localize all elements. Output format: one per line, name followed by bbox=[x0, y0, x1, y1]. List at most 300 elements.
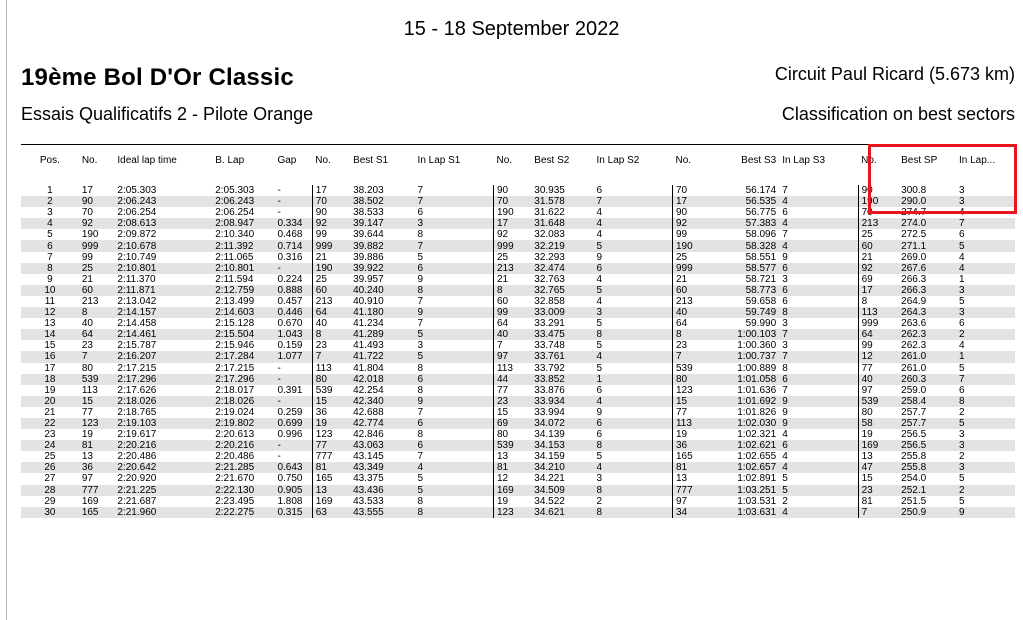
table-cell: 9 bbox=[779, 396, 858, 407]
table-cell: 2:10.801 bbox=[114, 263, 212, 274]
table-cell: 15 bbox=[493, 407, 531, 418]
table-cell: 0.905 bbox=[274, 485, 312, 496]
table-cell: 2:06.243 bbox=[212, 196, 274, 207]
table-cell: 7 bbox=[415, 196, 494, 207]
table-cell: 2:08.613 bbox=[114, 218, 212, 229]
table-cell: 13 bbox=[44, 318, 56, 330]
table-cell: 5 bbox=[958, 362, 965, 374]
table-cell: 59.658 bbox=[745, 295, 777, 307]
table-cell: 81 bbox=[493, 462, 531, 473]
table-cell: 4 bbox=[594, 218, 673, 229]
table-cell: 256.5 bbox=[901, 429, 927, 441]
table-cell: 7 bbox=[779, 329, 858, 340]
table-cell: 32.474 bbox=[531, 263, 593, 274]
table-cell: 4 bbox=[782, 429, 788, 441]
table-cell: 123 bbox=[672, 385, 710, 396]
table-cell: 41.234 bbox=[353, 318, 384, 330]
table-cell: 5 bbox=[956, 240, 1015, 251]
table-cell: 33.852 bbox=[531, 374, 593, 385]
table-cell: 81 bbox=[858, 496, 898, 507]
table-cell: 97 bbox=[81, 473, 93, 485]
table-cell: 41.804 bbox=[353, 362, 384, 374]
table-cell: 261.0 bbox=[898, 351, 956, 362]
table-cell: 34.221 bbox=[534, 473, 565, 485]
table-row bbox=[21, 351, 1015, 362]
table-cell: 38.502 bbox=[350, 196, 414, 207]
table-cell: 2:15.787 bbox=[117, 340, 157, 352]
table-cell: 9 bbox=[47, 273, 53, 285]
table-row bbox=[21, 462, 1015, 473]
table-cell: 2:22.275 bbox=[212, 507, 274, 518]
table-cell: 40.240 bbox=[350, 285, 414, 296]
table-cell: 58.773 bbox=[710, 285, 779, 296]
table-cell: 38.533 bbox=[353, 207, 384, 219]
column-header: Ideal lap time bbox=[117, 154, 177, 166]
table-cell: 1:03.631 bbox=[710, 507, 779, 518]
table-row bbox=[21, 296, 1015, 307]
table-cell: 31.578 bbox=[531, 196, 593, 207]
table-cell: 41.180 bbox=[350, 307, 414, 318]
table-cell: 34 bbox=[672, 507, 710, 518]
table-cell: 290.0 bbox=[898, 196, 956, 207]
table-cell: 0.259 bbox=[277, 406, 303, 418]
table-cell: 2:20.486 bbox=[215, 451, 255, 463]
table-cell: 6 bbox=[21, 240, 79, 251]
table-cell: 81 bbox=[312, 462, 350, 473]
table-cell: 70 bbox=[672, 185, 710, 196]
table-cell: 1:00.737 bbox=[710, 351, 779, 362]
table-cell: 58 bbox=[858, 418, 898, 429]
session-title: Essais Qualificatifs 2 - Pilote Orange bbox=[21, 104, 314, 124]
table-cell: 999 bbox=[672, 263, 710, 274]
table-cell: 213 bbox=[493, 263, 531, 274]
table-cell: 41.493 bbox=[353, 340, 384, 352]
table-cell: 123 bbox=[493, 507, 531, 518]
event-dates: 15 - 18 September 2022 bbox=[403, 18, 620, 40]
table-cell: 92 bbox=[493, 229, 531, 240]
table-cell: 4 bbox=[779, 462, 858, 473]
table-cell: 169 bbox=[312, 496, 350, 507]
table-cell: 5 bbox=[958, 473, 965, 485]
table-cell: 190 bbox=[672, 240, 710, 251]
table-cell: 8 bbox=[21, 263, 79, 274]
table-cell: 2:06.243 bbox=[114, 196, 212, 207]
table-cell: 113 bbox=[81, 384, 98, 396]
table-cell: 34.621 bbox=[531, 507, 593, 518]
table-cell: 32.293 bbox=[534, 251, 565, 263]
table-cell: 8 bbox=[594, 485, 673, 496]
table-cell: 257.7 bbox=[898, 418, 956, 429]
table-cell: 21 bbox=[672, 274, 710, 285]
classification-table bbox=[21, 149, 1015, 518]
table-cell: 8 bbox=[956, 396, 1015, 407]
table-cell: 262.3 bbox=[898, 329, 956, 340]
table-cell: - bbox=[274, 396, 312, 407]
table-cell: 34.072 bbox=[531, 418, 593, 429]
table-cell: 113 bbox=[493, 363, 531, 374]
table-cell: 18 bbox=[21, 374, 79, 385]
table-cell: 1:01.636 bbox=[737, 384, 777, 396]
table-cell: 2:10.678 bbox=[114, 240, 212, 251]
table-cell: 1:02.321 bbox=[737, 429, 777, 441]
table-cell: 8 bbox=[594, 507, 673, 518]
table-cell: - bbox=[274, 374, 312, 385]
table-cell: 2:20.216 bbox=[114, 440, 212, 451]
table-cell: 8 bbox=[417, 229, 424, 241]
column-header: Pos. bbox=[39, 154, 60, 166]
table-row bbox=[21, 196, 1015, 207]
table-cell: 2:21.687 bbox=[117, 495, 157, 507]
table-cell: 13 bbox=[312, 485, 350, 496]
column-header: In Lap S1 bbox=[417, 154, 461, 166]
table-cell: 6 bbox=[594, 418, 673, 429]
table-row bbox=[21, 429, 1015, 440]
table-cell: 9 bbox=[415, 396, 494, 407]
column-header: Gap bbox=[277, 154, 297, 166]
table-cell: 6 bbox=[594, 263, 673, 274]
table-cell: 3 bbox=[958, 429, 965, 441]
table-cell: 2:21.225 bbox=[114, 485, 212, 496]
table-cell: 4 bbox=[779, 240, 858, 251]
table-cell: 14 bbox=[21, 329, 79, 340]
table-row bbox=[21, 407, 1015, 418]
table-cell: 2:20.216 bbox=[212, 440, 274, 451]
table-cell: 269.0 bbox=[901, 251, 927, 263]
table-cell: 999 bbox=[858, 318, 898, 329]
table-cell: 42.254 bbox=[353, 384, 384, 396]
table-cell: 5 bbox=[47, 229, 53, 241]
table-cell: 4 bbox=[594, 396, 673, 407]
table-cell: 1.077 bbox=[274, 351, 312, 362]
table-row bbox=[21, 252, 1015, 263]
column-header: Best SP bbox=[901, 154, 938, 166]
table-cell: 77 bbox=[81, 406, 93, 418]
table-cell: 2:06.254 bbox=[215, 207, 255, 219]
table-cell: 64 bbox=[672, 318, 710, 329]
table-cell: 31.648 bbox=[531, 218, 593, 229]
table-cell: 2 bbox=[21, 196, 79, 207]
table-cell: 6 bbox=[415, 263, 494, 274]
table-cell: 777 bbox=[672, 485, 710, 496]
table-cell: 8 bbox=[79, 307, 115, 318]
table-cell: 99 bbox=[672, 229, 710, 240]
table-cell: 190 bbox=[81, 229, 99, 241]
table-cell: 3 bbox=[956, 285, 1015, 296]
table-cell: 5 bbox=[417, 251, 424, 263]
table-cell: 7 bbox=[782, 185, 788, 197]
column-header: Best S1 bbox=[353, 154, 389, 166]
table-cell: 92 bbox=[312, 218, 350, 229]
table-cell: 3 bbox=[956, 462, 1015, 473]
table-cell: 81 bbox=[672, 462, 710, 473]
table-cell: 1 bbox=[956, 351, 1015, 362]
table-cell: 6 bbox=[782, 207, 788, 219]
table-cell: 3 bbox=[417, 340, 424, 352]
table-cell: 43.145 bbox=[353, 451, 384, 463]
table-cell: 39.922 bbox=[350, 263, 414, 274]
table-cell: 43.533 bbox=[353, 495, 384, 507]
table-cell: 0.315 bbox=[274, 507, 312, 518]
table-cell: 7 bbox=[594, 196, 673, 207]
table-cell: 10 bbox=[21, 285, 79, 296]
table-cell: 5 bbox=[779, 485, 858, 496]
table-cell: 99 bbox=[81, 251, 93, 263]
table-cell: 23 bbox=[672, 340, 710, 351]
table-cell: 15 bbox=[79, 396, 115, 407]
table-cell: 0.670 bbox=[277, 318, 303, 330]
table-cell: 32.219 bbox=[531, 240, 593, 251]
table-cell: 41.722 bbox=[350, 351, 414, 362]
table-cell: - bbox=[274, 196, 312, 207]
table-cell: 29 bbox=[44, 495, 56, 507]
table-cell: 257.7 bbox=[901, 406, 927, 418]
table-cell: 42.340 bbox=[350, 396, 414, 407]
table-cell: 3 bbox=[594, 307, 673, 318]
table-cell: 250.9 bbox=[898, 507, 956, 518]
table-cell: 16 bbox=[21, 351, 79, 362]
table-cell: 213 bbox=[858, 218, 898, 229]
table-row bbox=[21, 263, 1015, 274]
table-cell: 2:14.458 bbox=[117, 318, 157, 330]
table-cell: 7 bbox=[312, 351, 350, 362]
table-cell: 36 bbox=[79, 462, 115, 473]
table-cell: 4 bbox=[596, 273, 603, 285]
table-cell: 92 bbox=[672, 218, 710, 229]
table-cell: 999 bbox=[79, 240, 115, 251]
table-cell: 5 bbox=[415, 351, 494, 362]
table-cell: 1:03.251 bbox=[710, 485, 779, 496]
table-cell: 21 bbox=[858, 252, 898, 263]
table-cell: 5 bbox=[417, 473, 424, 485]
table-cell: 7 bbox=[956, 374, 1015, 385]
table-cell: 39.644 bbox=[353, 229, 384, 241]
table-cell: 43.063 bbox=[350, 440, 414, 451]
table-cell: 8 bbox=[417, 362, 424, 374]
table-cell: 8 bbox=[594, 440, 673, 451]
table-cell: 15 bbox=[44, 340, 56, 352]
table-cell: 80 bbox=[312, 374, 350, 385]
table-cell: 80 bbox=[493, 429, 531, 440]
table-cell: 5 bbox=[958, 495, 965, 507]
table-cell: 777 bbox=[312, 451, 350, 462]
table-cell: 40 bbox=[858, 374, 898, 385]
table-cell: 40 bbox=[672, 307, 710, 318]
table-cell: 190 bbox=[493, 207, 531, 218]
table-cell: 271.1 bbox=[898, 240, 956, 251]
table-cell: 33.748 bbox=[534, 340, 565, 352]
table-cell: 999 bbox=[493, 240, 531, 251]
table-row bbox=[21, 473, 1015, 484]
table-cell: 4 bbox=[779, 507, 858, 518]
table-cell: 1.808 bbox=[277, 495, 303, 507]
table-cell: 19 bbox=[672, 429, 710, 440]
table-cell: 12 bbox=[493, 473, 531, 484]
table-cell: 44 bbox=[493, 374, 531, 385]
table-cell: 80 bbox=[81, 362, 93, 374]
table-cell: 28 bbox=[21, 485, 79, 496]
table-cell: 3 bbox=[782, 340, 788, 352]
table-cell: 5 bbox=[594, 240, 673, 251]
table-cell: 539 bbox=[858, 396, 898, 407]
table-cell: 4 bbox=[596, 207, 603, 219]
table-cell: 33.934 bbox=[531, 396, 593, 407]
table-cell: 25 bbox=[312, 274, 350, 285]
table-cell: 7 bbox=[417, 451, 424, 463]
table-cell: 4 bbox=[779, 218, 858, 229]
table-cell: 42.688 bbox=[353, 406, 384, 418]
table-cell: 23 bbox=[44, 429, 56, 441]
table-cell: 4 bbox=[958, 340, 965, 352]
table-cell: 2:17.215 bbox=[117, 362, 157, 374]
table-cell: 169 bbox=[81, 495, 99, 507]
table-cell: 5 bbox=[782, 473, 788, 485]
table-cell: 2:21.285 bbox=[212, 462, 274, 473]
table-cell: 2:10.749 bbox=[117, 251, 157, 263]
spacer-row bbox=[21, 171, 1015, 185]
table-cell: 64 bbox=[79, 329, 115, 340]
table-row bbox=[21, 329, 1015, 340]
table-cell: 0.224 bbox=[277, 273, 303, 285]
table-cell: 81 bbox=[79, 440, 115, 451]
table-cell: 33.291 bbox=[534, 318, 565, 330]
table-cell: 2:18.026 bbox=[114, 396, 212, 407]
table-cell: 12 bbox=[858, 351, 898, 362]
table-cell: 2:08.947 bbox=[212, 218, 274, 229]
table-cell: - bbox=[277, 362, 281, 374]
table-row bbox=[21, 507, 1015, 518]
table-cell: 6 bbox=[958, 229, 965, 241]
table-cell: 34.153 bbox=[531, 440, 593, 451]
table-cell: 17 bbox=[672, 196, 710, 207]
table-cell: 2:21.670 bbox=[215, 473, 255, 485]
table-cell: 7 bbox=[782, 384, 788, 396]
table-row bbox=[21, 440, 1015, 451]
table-cell: 2:14.157 bbox=[114, 307, 212, 318]
table-cell: 2:16.207 bbox=[114, 351, 212, 362]
table-cell: 92 bbox=[858, 263, 898, 274]
table-cell: 8 bbox=[312, 329, 350, 340]
table-cell: 30 bbox=[21, 507, 79, 518]
table-cell: 32.763 bbox=[534, 273, 565, 285]
table-row bbox=[21, 340, 1015, 351]
table-cell: 539 bbox=[672, 363, 710, 374]
table-cell: 5 bbox=[415, 485, 494, 496]
table-cell: 2:17.215 bbox=[215, 362, 255, 374]
table-cell: 6 bbox=[415, 418, 494, 429]
table-cell: 32.858 bbox=[534, 295, 565, 307]
table-cell: 32.083 bbox=[534, 229, 565, 241]
table-row bbox=[21, 274, 1015, 285]
table-cell: 3 bbox=[956, 440, 1015, 451]
table-cell: 20 bbox=[21, 396, 79, 407]
table-cell: 36 bbox=[312, 407, 350, 418]
table-cell: 2:15.946 bbox=[215, 340, 255, 352]
table-cell: 90 bbox=[858, 185, 898, 196]
table-cell: 165 bbox=[672, 451, 710, 462]
table-cell: 5 bbox=[596, 318, 603, 330]
table-cell: 4 bbox=[594, 462, 673, 473]
table-row bbox=[21, 396, 1015, 407]
table-cell: 8 bbox=[493, 285, 531, 296]
table-cell: 256.5 bbox=[898, 440, 956, 451]
table-row bbox=[21, 307, 1015, 318]
table-cell: 3 bbox=[958, 185, 965, 197]
column-header: B. Lap bbox=[215, 154, 245, 166]
table-cell: 267.6 bbox=[898, 263, 956, 274]
table-cell: 4 bbox=[415, 462, 494, 473]
table-cell: 2:10.801 bbox=[212, 263, 274, 274]
table-cell: 274.7 bbox=[901, 207, 927, 219]
table-cell: 8 bbox=[782, 362, 788, 374]
table-cell: 80 bbox=[672, 374, 710, 385]
table-cell: 31.622 bbox=[534, 207, 565, 219]
table-cell: 5 bbox=[596, 451, 603, 463]
table-cell: 33.009 bbox=[531, 307, 593, 318]
table-cell: 6 bbox=[417, 207, 424, 219]
table-cell: 6 bbox=[415, 374, 494, 385]
table-cell: 9 bbox=[779, 418, 858, 429]
table-cell: 2:14.461 bbox=[114, 329, 212, 340]
table-cell: 1 bbox=[47, 185, 53, 197]
column-header: Best S3 bbox=[741, 154, 777, 166]
table-cell: 40 bbox=[81, 318, 93, 330]
table-cell: 99 bbox=[493, 307, 531, 318]
table-cell: 42.774 bbox=[350, 418, 414, 429]
table-cell: 0.316 bbox=[277, 251, 303, 263]
table-cell: 69 bbox=[858, 274, 898, 285]
table-cell: 2 bbox=[956, 485, 1015, 496]
table-cell: 0.159 bbox=[277, 340, 303, 352]
table-cell: 30.935 bbox=[534, 185, 565, 197]
table-cell: 64 bbox=[858, 329, 898, 340]
table-cell: 2:23.495 bbox=[215, 495, 255, 507]
table-cell: 25 bbox=[858, 229, 898, 240]
table-cell: 165 bbox=[79, 507, 115, 518]
table-cell: 2:17.284 bbox=[212, 351, 274, 362]
table-cell: 1:03.531 bbox=[737, 495, 777, 507]
table-cell: 4 bbox=[779, 196, 858, 207]
table-cell: 6 bbox=[779, 440, 858, 451]
table-cell: 1:01.058 bbox=[710, 374, 779, 385]
table-cell: 6 bbox=[596, 384, 603, 396]
table-cell: 260.3 bbox=[898, 374, 956, 385]
table-cell: 263.6 bbox=[901, 318, 927, 330]
table-cell: 9 bbox=[956, 507, 1015, 518]
table-cell: 8 bbox=[672, 329, 710, 340]
column-header: In Lap... bbox=[958, 154, 996, 166]
table-cell: 34.522 bbox=[534, 495, 565, 507]
table-cell: 70 bbox=[858, 207, 898, 218]
column-header: No. bbox=[315, 154, 331, 166]
table-cell: 0.391 bbox=[277, 384, 303, 396]
table-cell: 56.535 bbox=[710, 196, 779, 207]
table-cell: 113 bbox=[858, 307, 898, 318]
table-cell: 4 bbox=[21, 218, 79, 229]
table-cell: 58.551 bbox=[745, 251, 777, 263]
table-cell: 1 bbox=[594, 374, 673, 385]
table-row bbox=[21, 496, 1015, 507]
table-cell: 8 bbox=[415, 507, 494, 518]
table-cell: 2:11.594 bbox=[215, 273, 254, 285]
table-cell: 777 bbox=[79, 485, 115, 496]
table-cell: 21 bbox=[493, 274, 531, 285]
table-cell: 1 bbox=[958, 273, 965, 285]
table-cell: 8 bbox=[779, 307, 858, 318]
table-cell: 266.3 bbox=[898, 285, 956, 296]
table-cell: 7 bbox=[956, 218, 1015, 229]
column-header: Best S2 bbox=[534, 154, 570, 166]
column-header: No. bbox=[81, 154, 98, 166]
